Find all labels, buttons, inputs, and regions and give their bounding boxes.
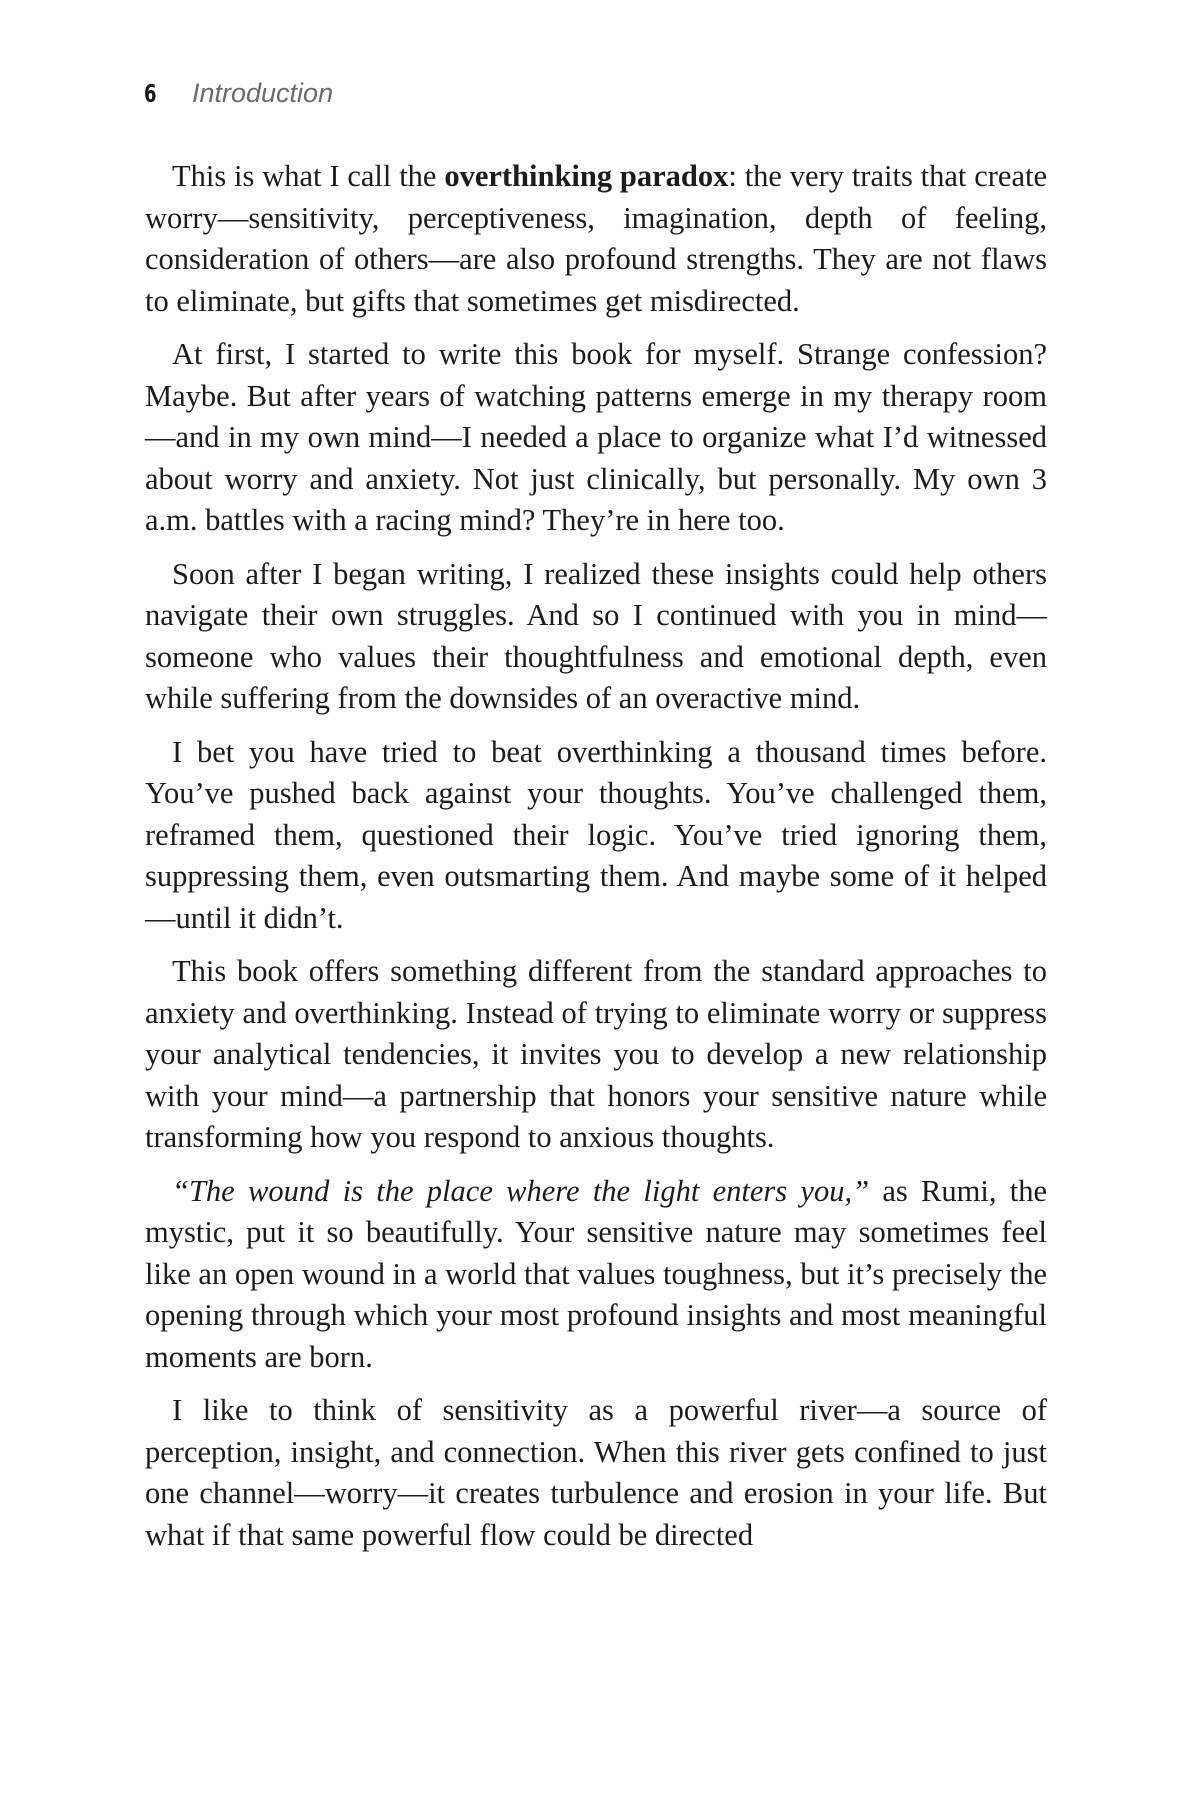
paragraph: I like to think of sensitivity as a powerful river—a source of perception, insight, and connection. When this river gets confined to just one channel—worry—it creates turbulence and erosion in your life. But what if that same powerful flow could be directed (145, 1393, 1047, 1552)
paragraph: I bet you have tried to beat overthinking a thousand times before. You’ve pushed back against your thoughts. You’ve challenged them, reframed them, questioned their logic. You’ve tried ignoring them, suppressing them, even outsmarting them. And maybe some of it helped—until it didn’t. (145, 734, 1047, 935)
paragraph: At first, I started to write this book for myself. Strange confession? Maybe. But after years of watching patterns emerge in my therapy room—and in my own mind—I needed a place to organize what I’d witnessed about worry and anxiety. Not just clinically, but personally. My own 3 a.m. battles with a racing mind? They’re in here too. (145, 337, 1047, 537)
rumi-quote: “The wound is the place where the light enters you,” (172, 1173, 870, 1208)
section-title: Introduction (192, 78, 334, 108)
paragraph: This book offers something different from the standard approaches to anxiety and overthinking. Instead of trying to eliminate worry or suppress your analytical tendencies, it invites you to develop a new relationship with your mind—a partnership that honors your sensitive nature while transforming how you respond to anxious thoughts. (145, 954, 1047, 1154)
body-text (145, 156, 1047, 1568)
paragraph-text: This is what I call the (172, 159, 445, 193)
running-head (144, 78, 333, 118)
paragraph-text: as Rumi, the mystic, put it so beautifully. Your sensitive nature may sometimes feel like an open wound in a world that values toughness, but it’s precisely the opening through which your most profound insights and most meaningful moments are born. (145, 1173, 1047, 1374)
key-term: overthinking paradox (444, 159, 729, 193)
page-number: 6 (144, 79, 157, 108)
paragraph-text: : the very traits that create worry—sensitivity, perceptiveness, imagination, depth of feeling, consideration of others—are also profound strengths. They are not flaws to eliminate, but gifts that sometimes get misdirected. (145, 159, 1047, 318)
paragraph-overthinking-paradox (145, 156, 1047, 322)
paragraph: Soon after I began writing, I realized these insights could help others navigate their own struggles. And so I continued with you in mind—someone who values their thoughtfulness and emotional depth, even while suffering from the downsides of an overactive mind. (145, 556, 1047, 715)
paragraph-rumi-quote (145, 1171, 1047, 1379)
